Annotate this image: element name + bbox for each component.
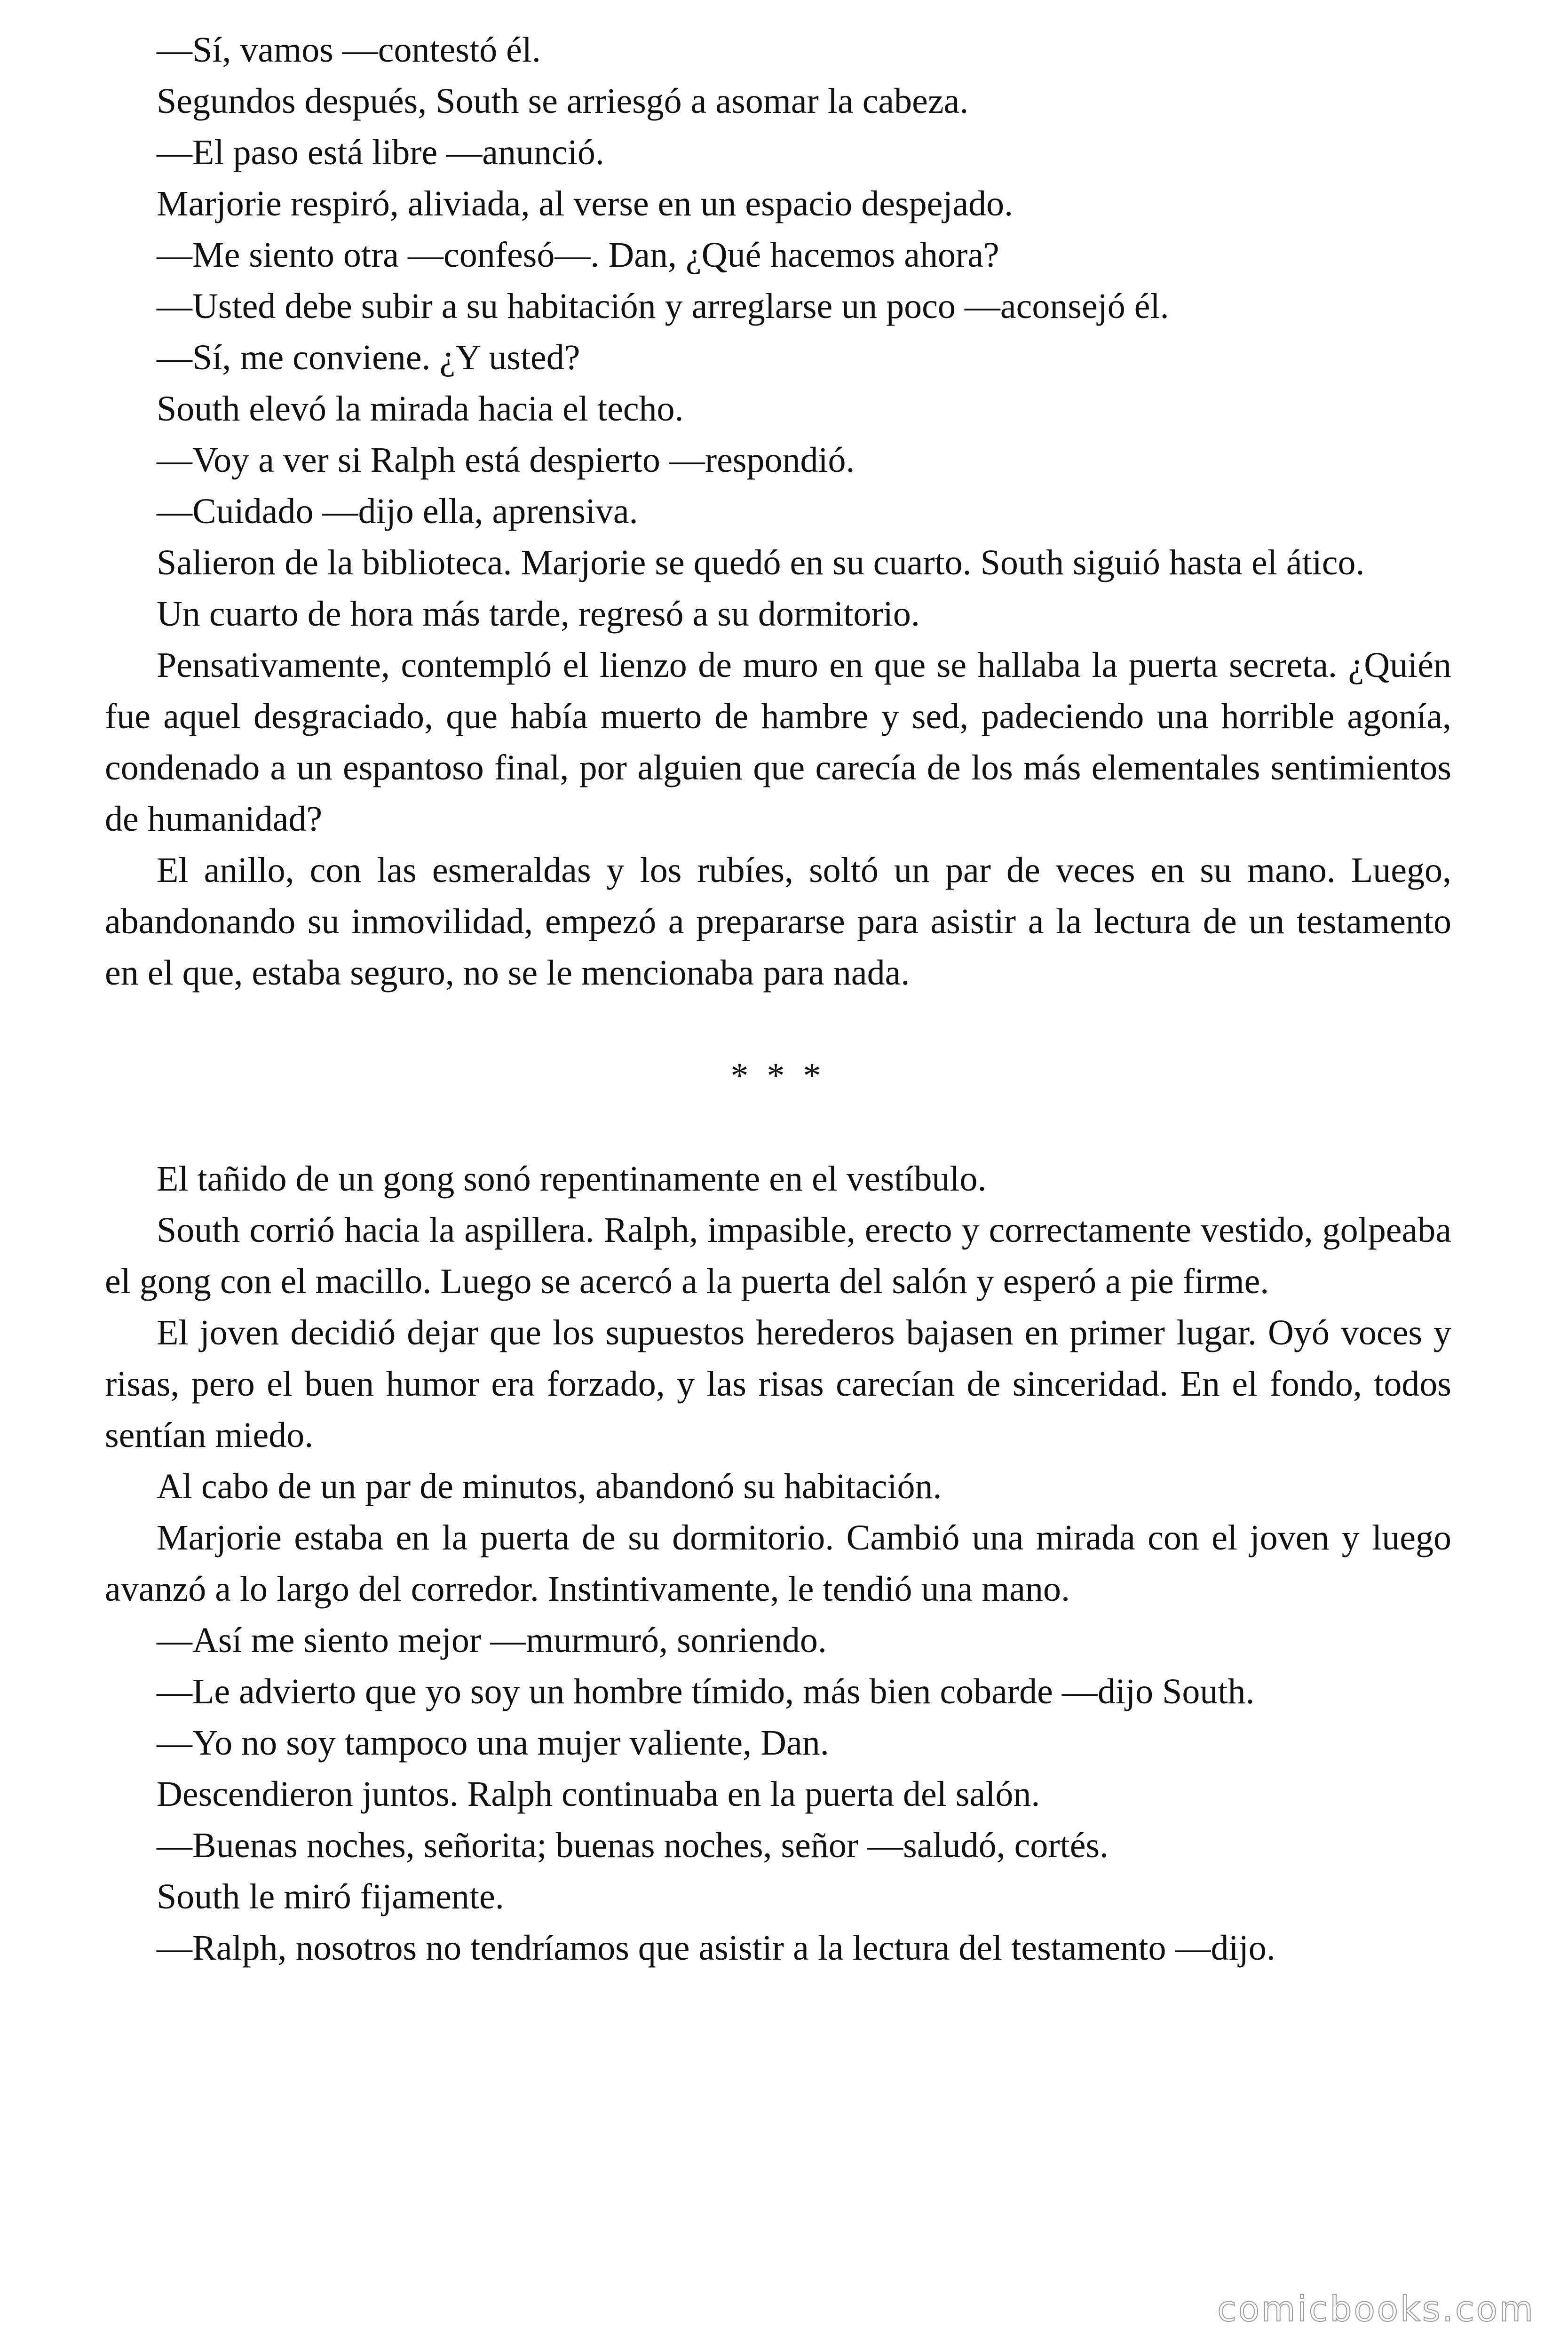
text-block-before: [105, 24, 1451, 999]
text-block-after: [105, 1153, 1451, 1974]
paragraph: Marjorie estaba en la puerta de su dormitorio. Cambió una mirada con el joven y luego avanzó a lo largo del corredor. Instintivamente, le tendió una mano.: [105, 1518, 1451, 1609]
paragraph: —Yo no soy tampoco una mujer valiente, Dan.: [157, 1723, 829, 1763]
paragraph: —El paso está libre —anunció.: [157, 133, 604, 172]
paragraph: —Usted debe subir a su habitación y arreglarse un poco —aconsejó él.: [157, 286, 1169, 326]
paragraph: South elevó la mirada hacia el techo.: [157, 389, 684, 429]
paragraph: Segundos después, South se arriesgó a asomar la cabeza.: [157, 81, 969, 121]
paragraph: South le miró fijamente.: [157, 1877, 504, 1916]
paragraph: El tañido de un gong sonó repentinamente en el vestíbulo.: [157, 1159, 987, 1199]
paragraph: El joven decidió dejar que los supuestos herederos bajasen en primer lugar. Oyó voces y risas, pero el buen humor era forzado, y las risas carecían de sinceridad. En el fondo, todos sentían miedo.: [105, 1313, 1451, 1455]
paragraph: Marjorie respiró, aliviada, al verse en un espacio despejado.: [157, 184, 1014, 223]
paragraph: Pensativamente, contempló el lienzo de muro en que se hallaba la puerta secreta. ¿Quién fue aquel desgraciado, que había muerto de hambre y sed, padeciendo una horrible agonía, condenado a un espantoso final, por alguien que carecía de los más elementales sentimientos de humanidad?: [105, 645, 1451, 839]
paragraph: —Buenas noches, señorita; buenas noches, señor —saludó, cortés.: [157, 1826, 1109, 1865]
paragraph: —Cuidado —dijo ella, aprensiva.: [157, 492, 638, 531]
paragraph: —Voy a ver si Ralph está despierto —respondió.: [157, 440, 855, 480]
paragraph: —Así me siento mejor —murmuró, sonriendo.: [157, 1621, 827, 1660]
paragraph: Al cabo de un par de minutos, abandonó su habitación.: [157, 1467, 942, 1506]
watermark: comicbooks.com: [1217, 2289, 1535, 2329]
paragraph: —Sí, vamos —contestó él.: [157, 30, 541, 70]
paragraph: Descendieron juntos. Ralph continuaba en la puerta del salón.: [157, 1774, 1040, 1814]
paragraph: El anillo, con las esmeraldas y los rubíes, soltó un par de veces en su mano. Luego, abandonando su inmovilidad, empezó a prepararse para asistir a la lectura de un testamento en el que, estaba seguro, no se le mencionaba para nada.: [105, 850, 1451, 993]
paragraph: —Sí, me conviene. ¿Y usted?: [157, 338, 580, 377]
paragraph: —Le advierto que yo soy un hombre tímido, más bien cobarde —dijo South.: [157, 1672, 1255, 1711]
paragraph: South corrió hacia la aspillera. Ralph, impasible, erecto y correctamente vestido, golpeaba el gong con el macillo. Luego se acercó a la puerta del salón y esperó a pie firme.: [105, 1210, 1451, 1301]
paragraph: Un cuarto de hora más tarde, regresó a su dormitorio.: [157, 594, 920, 634]
section-separator: * * *: [730, 1056, 826, 1096]
paragraph: Salieron de la biblioteca. Marjorie se quedó en su cuarto. South siguió hasta el ático.: [157, 543, 1365, 582]
paragraph: —Ralph, nosotros no tendríamos que asistir a la lectura del testamento —dijo.: [157, 1928, 1275, 1968]
paragraph: —Me siento otra —confesó—. Dan, ¿Qué hacemos ahora?: [157, 235, 999, 275]
